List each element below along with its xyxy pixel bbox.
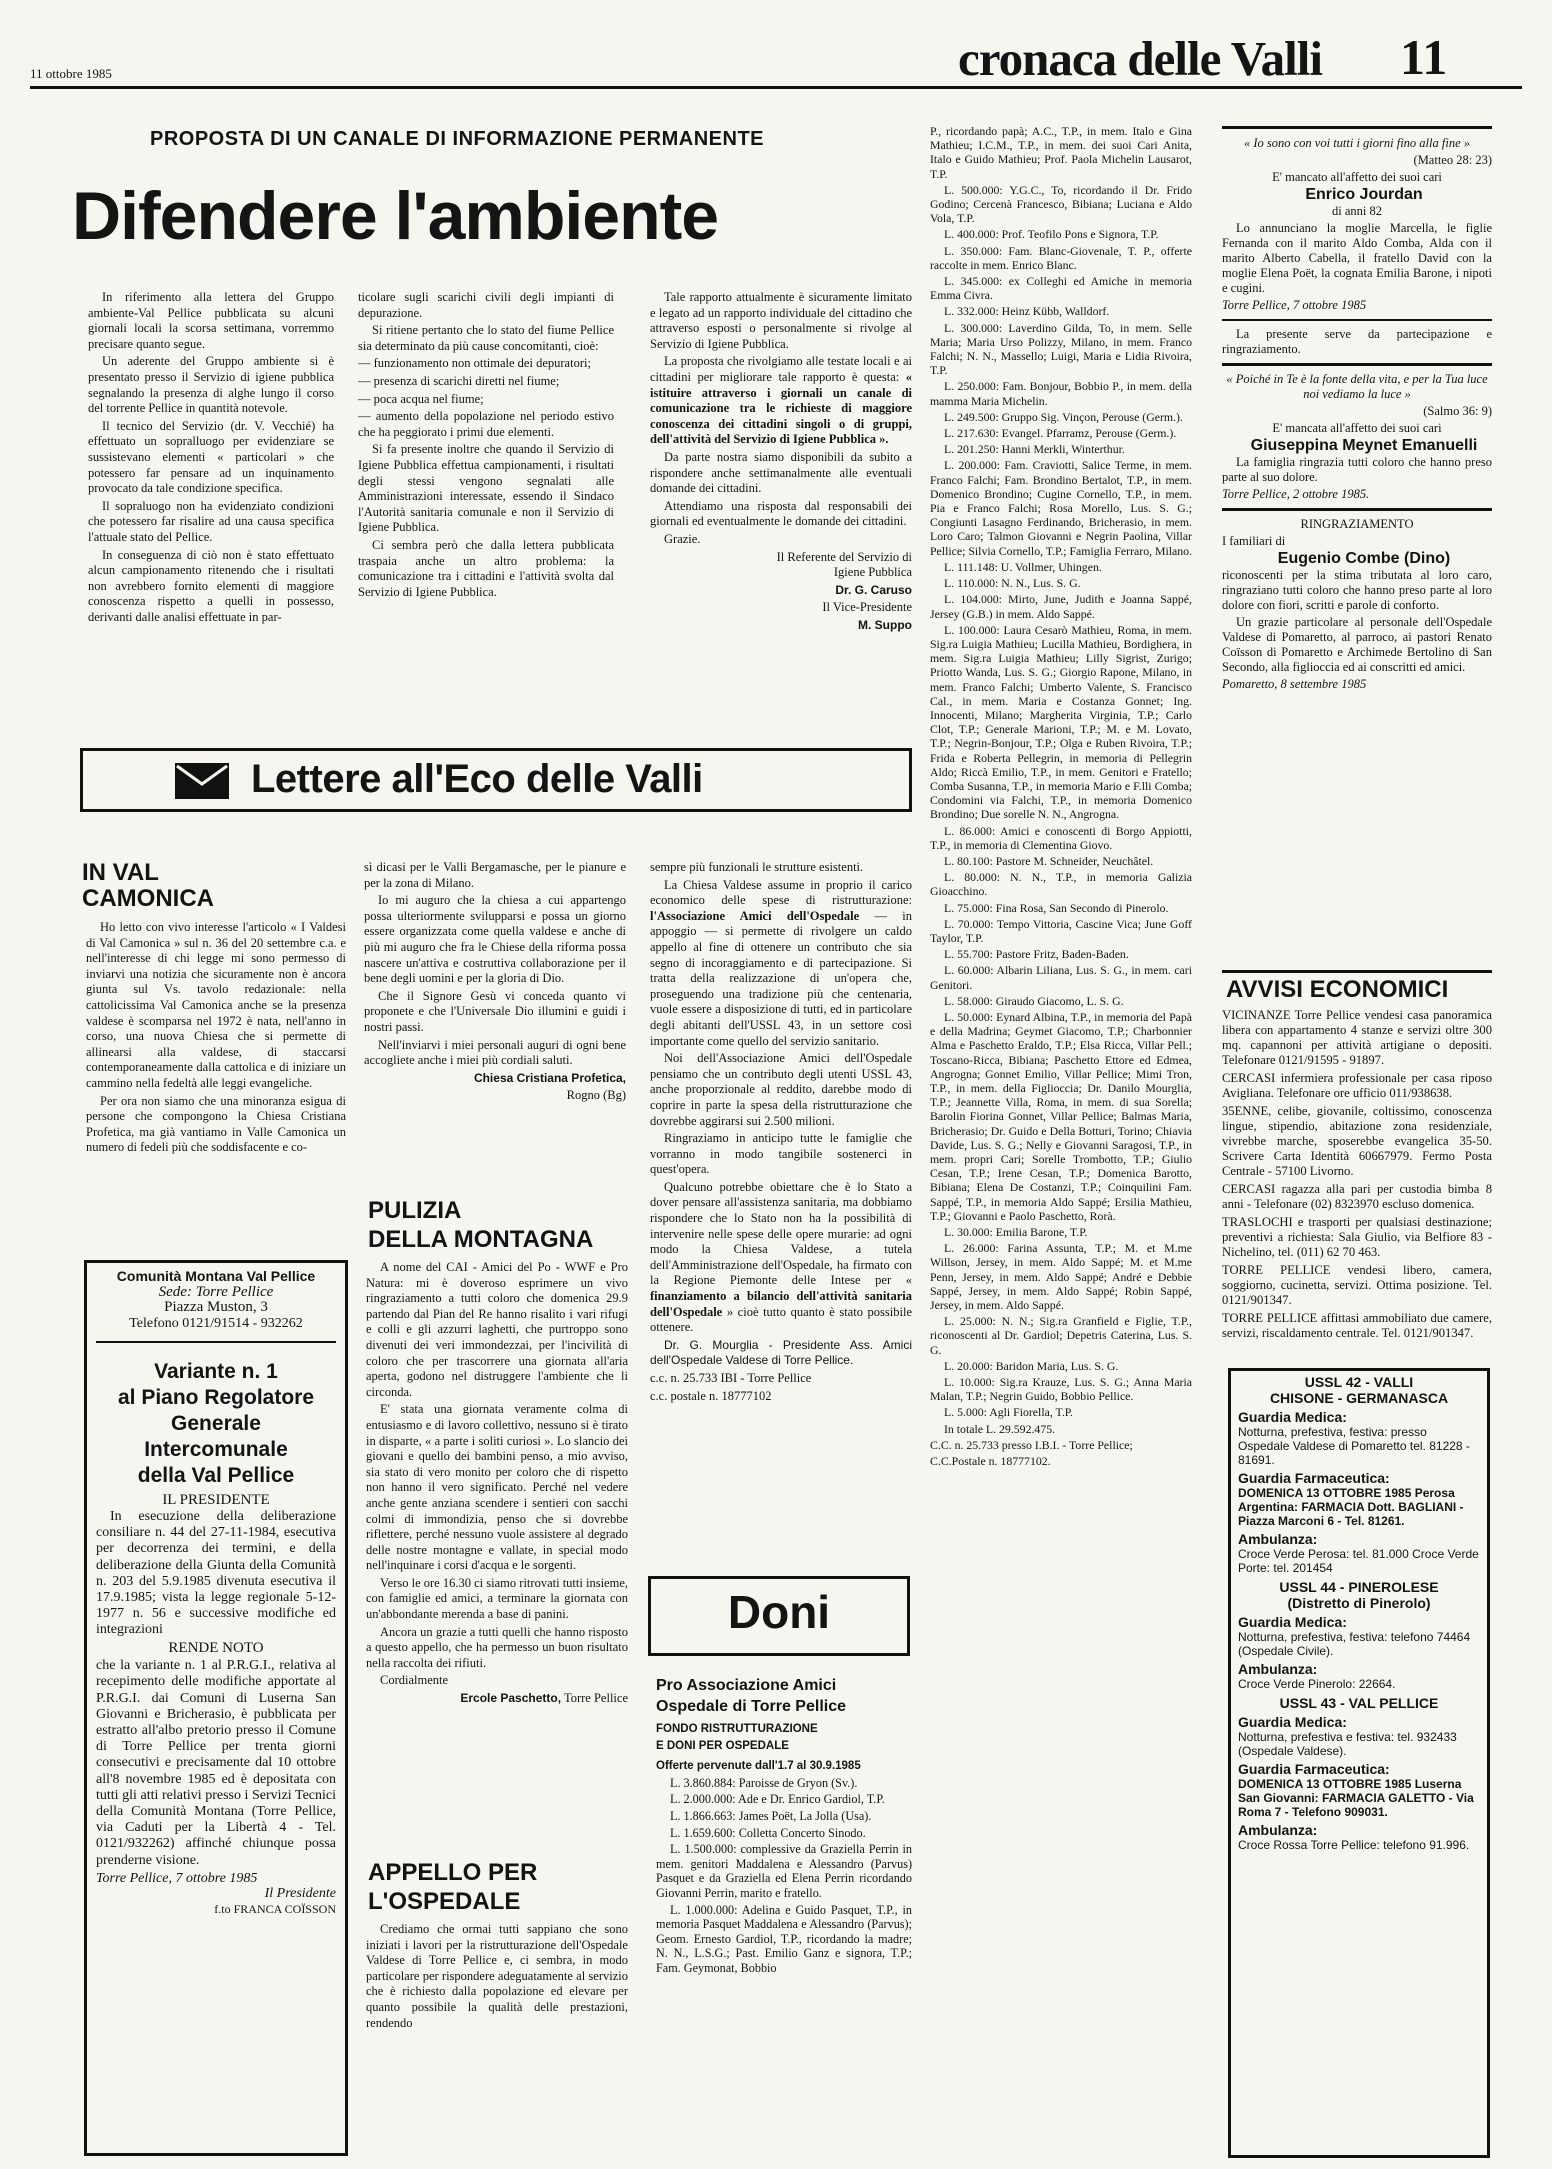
ussl-heading: USSL 44 - PINEROLESE — [1279, 1579, 1439, 1595]
classified-ad: VICINANZE Torre Pellice vendesi casa panoramica libera con appartamento 4 stanze e servizi oltre 300 mq. capannoni per attività artigiane o depositi. Telefonare 0121/91595 - 91897. — [1222, 1008, 1492, 1067]
article-paragraph: Ci sembra però che dalla lettera pubblicata traspaia anche un altro problema: la comunicazione tra i cittadini e l'attività svolta dal Servizio di Igiene Pubblica. — [358, 537, 614, 599]
letter-val-camonica-cont — [364, 860, 626, 1106]
letters-banner — [80, 748, 912, 812]
donation-entry: L. 80.100: Pastore M. Schneider, Neuchâtel. — [944, 853, 1154, 868]
donation-entry: L. 100.000: Laura Cesarò Mathieu, Roma, in mem. Sig.ra Luigia Mathieu; Lucilla Mathieu, Bordighera, in mem. Sig.ra Luigia Mathieu; Lilly Sigrist, Zurigo; Priotto Wanda, Lus. S. G.; Giorgio Rapone, Milano, in mem. Franco Falchi; Umberto Valente, S. Francisco Cal., in mem. Maria e Costanza Gonnet; Ing. Innocenti, Milano; Margherita Virginia, T.P.; Carlo Clot, T.P.; Generale Marioni, T.P.; M. e M. Lovato, T.P.; Negrin-Bonjour, T.P.; Olga e Ruben Rivoira, T.P.; Frida e Roberta Pellegrin, in memoria di Pellegrin Aldo; Riccà Emilio, T.P., in mem. Genitori e Fratello; Comba Susanna, T.P., in memoria Mario e F.lli Comba; Condomini via Falchi, T.P., in memoria Domenico Brondino; Due sorelle N. N., Angrogna. — [930, 622, 1192, 822]
article-paragraph: Da parte nostra siamo disponibili da subito a rispondere anche settimanalmente alle eventuali domande dei cittadini. — [650, 449, 912, 496]
ussl-text: Notturna, prefestiva, festiva: telefono 74464 (Ospedale Civile). — [1238, 1630, 1471, 1658]
letter-paragraph: sempre più funzionali le strutture esistenti. — [650, 860, 864, 874]
notice-seat: Sede: Torre Pellice — [158, 1283, 274, 1300]
doni-fund: FONDO RISTRUTTURAZIONE — [656, 1723, 818, 1735]
ussl-section: Guardia Farmaceutica: — [1238, 1470, 1390, 1486]
appello-text: — in appoggio — si permette di rivolgere un caldo appello al fine di ottenere un contributo che sia segno di incoraggiamento e di partecipazione. Si tratta della realizzazione di un'opera che, proseguendo una tradizione più che centenaria, vuole essere a disposizione di tutti, ed in particolare degli abitanti dell'USSL 43, in un settore così importante come quello del servizio sanitario. — [650, 908, 912, 1048]
letters-banner-title: Lettere all'Eco delle Valli — [251, 757, 703, 801]
donation-entry: L. 25.000: N. N.; Sig.ra Granfield e Figlie, T.P., riconoscenti al Dr. Gardiol; Depetris Caterina, Lus. S. G. — [930, 1314, 1192, 1357]
donation-entry: L. 249.500: Gruppo Sig. Vinçon, Perouse (Germ.). — [944, 409, 1183, 424]
doni-period: Offerte pervenute dall'1.7 al 30.9.1985 — [656, 1760, 861, 1773]
classifieds-list — [1222, 1008, 1492, 1344]
ussl-text: DOMENICA 13 OTTOBRE 1985 Perosa Argentina: FARMACIA Dott. BAGLIANI - Piazza Marconi 6 - Tel. 81261. — [1238, 1486, 1464, 1528]
notice-title-line: Generale — [171, 1412, 261, 1436]
letter-paragraph: Nell'inviarvi i miei personali auguri di ogni bene accogliete anche i miei più cordiali saluti. — [364, 1037, 626, 1068]
ussl-section: Guardia Medica: — [1238, 1714, 1347, 1730]
donation-entry: L. 200.000: Fam. Craviotti, Salice Terme, in mem. Franco Falchi; Fam. Brondino Bertalot, T.P., in mem. Domenico Brondino; Cugine Cornello, T.P., in mem. Pia e Franco Falchi; Rosa Morello, Lus. S. G.; Congiunti Lasagno Ferdinando, Bricherasio, in mem. Loro Caro; Talmon Giovanni e Negrin Paolina, Villar Pellice; Silvia Cornello, T.P.; Famiglia Ferraro, Milano. — [930, 458, 1193, 558]
appello-association: l'Associazione Amici dell'Ospedale — [650, 908, 860, 923]
article-paragraph — [650, 354, 912, 448]
deceased-age: di anni 82 — [1332, 204, 1382, 218]
donation-entry: L. 1.659.600: Colletta Concerto Sinodo. — [670, 1825, 866, 1840]
signature-name: Dr. G. Caruso — [835, 582, 912, 597]
notice-address: Piazza Muston, 3 — [164, 1299, 268, 1316]
donation-entry: L. 350.000: Fam. Blanc-Giovenale, T. P., offerte raccolte in mem. Enrico Blanc. — [930, 243, 1192, 272]
donation-entry: L. 60.000: Albarin Liliana, Lus. S. G., in mem. cari Genitori. — [930, 963, 1192, 992]
donation-entry: L. 30.000: Emilia Barone, T.P. — [944, 1225, 1088, 1240]
ussl-section: Ambulanza: — [1238, 1531, 1318, 1547]
doni-list — [656, 1676, 912, 1978]
donation-entry: C.C. n. 25.733 presso I.B.I. - Torre Pellice; — [930, 1437, 1133, 1452]
letter-paragraph — [650, 1180, 912, 1336]
letter-appello-cont — [650, 860, 912, 1406]
notice-title — [96, 1359, 336, 1489]
donation-entry: L. 20.000: Baridon Maria, Lus. S. G. — [944, 1358, 1119, 1373]
article-headline: Difendere l'ambiente — [72, 178, 719, 254]
donation-entry: L. 500.000: Y.G.C., To, ricordando il Dr. Frido Godino; Cercenà Francesco, Bibiana; Luciana e Aldo Vola, T.P. — [930, 182, 1192, 226]
article-kicker: PROPOSTA DI UN CANALE DI INFORMAZIONE PERMANENTE — [150, 128, 765, 150]
obituary-intro: E' mancato all'affetto dei suoi cari — [1272, 170, 1442, 184]
appello-text: » cioè tutto quanto è stato possibile ottenere. — [650, 1304, 912, 1335]
donation-entry: L. 1.500.000: complessive da Graziella Perrin in mem. genitori Maddalena e Alessandro (Parvus) Pasquet e da Graziella ed Elena Perrin ricordando Giovanni Perrin, marito e fratello. — [656, 1842, 912, 1900]
donations-list-continued — [930, 124, 1192, 1470]
letter-signature-place: Rogno (Bg) — [566, 1088, 626, 1103]
article-paragraph: Attendiamo una risposta dal responsabili dei giornali ed eventualmente le domande dei cittadini. — [650, 498, 912, 529]
notice-paragraph: In esecuzione della deliberazione consiliare n. 44 del 27-11-1984, esecutiva per decorrenza dei termini, e della deliberazione della Giunta della Comunità n. 203 del 5.9.1985 divenuta esecutiva il 17.9.1985; vista la legge regionale 5-12-1977 n. 56 e successive modifiche ed integrazioni — [96, 1508, 336, 1638]
obituary-place-date: Pomaretto, 8 settembre 1985 — [1222, 677, 1367, 691]
bank-account: c.c. n. 25.733 IBI - Torre Pellice — [650, 1371, 812, 1385]
letter-signature: Chiesa Cristiana Profetica, — [473, 1070, 626, 1085]
donation-entry: L. 55.700: Pastore Fritz, Baden-Baden. — [944, 947, 1129, 962]
donation-entry: L. 50.000: Eynard Albina, T.P., in memoria del Papà e della Madrina; Geymet Giacomo, T.P.; Charbonnier Alma e Paschetto Eraldo, T.P.; Elsa Ricca, Villar Pell.; Toscano-Ricca, Bibiana; Paschetto Ettore ed Edmea, Angrogna; Gonnet Emilio, Villar Pellice; Mimi Tron, T.P., in mem. della Figlioccia; Dr. Danilo Mourglia, T.P.; Jeannette Villa, Roma, in mem. di sua Sorella; Barolin Fiorina Gonnet, Villar Pellice; Balmas Maria, Bricherasio; Dr. Guido e Della Botturi, Torino; Chiavia Davide, Lus. S. G.; Nelly e Giovanni Saragosi, T.P., in mem. propri Cari; Sorelle Trombotto, T.P.; Giulio Cesan, T.P.; Irene Cesan, T.P.; Domenica Barotto, Bibiana; Elena De Costanzi, T.P.; Coinquilini Fam. Sappé, T.P., in memoria Aldo Sappé; Ersilia Mathieu, T.P.; Giovanni e Paolo Paschetto, Rorà. — [930, 1009, 1192, 1223]
donation-entry: L. 5.000: Agli Fiorella, T.P. — [944, 1405, 1074, 1420]
donation-entry: L. 86.000: Amici e conoscenti di Borgo Appiotti, T.P., in memoria di Clementina Giovo. — [930, 823, 1192, 852]
donation-entry: C.C.Postale n. 18777102. — [930, 1454, 1051, 1469]
letter-signature: Dr. G. Mourglia - Presidente Ass. Amici dell'Ospedale Valdese di Torre Pellice. — [650, 1337, 912, 1368]
letter-title — [368, 1196, 593, 1254]
obituary-text: La famiglia ringrazia tutti coloro che hanno preso parte al suo dolore. — [1222, 455, 1492, 484]
ussl-heading: USSL 43 - VAL PELLICE — [1279, 1695, 1439, 1711]
letter-title — [82, 860, 214, 912]
donation-entry: L. 110.000: N. N., Lus. S. G. — [944, 576, 1081, 591]
notice-place-date: Torre Pellice, 7 ottobre 1985 — [96, 1870, 258, 1886]
letter-paragraph: Verso le ore 16.30 ci siamo ritrovati tutti insieme, con famiglie ed amici, a terminare la giornata con un'abbondante merenda a base di panini. — [366, 1575, 628, 1622]
obituary-rule — [1222, 363, 1492, 366]
ussl-section: Ambulanza: — [1238, 1661, 1318, 1677]
list-item: — funzionamento non ottimale dei depuratori; — [358, 356, 591, 371]
list-item: — aumento della popolazione nel periodo estivo che ha peggiorato i primi due elementi. — [358, 409, 614, 439]
signature-name: M. Suppo — [858, 617, 912, 632]
envelope-icon — [175, 763, 229, 799]
letter-signature-place: Torre Pellice — [563, 1691, 628, 1706]
letter-paragraph: Ringraziamo in anticipo tutte le famiglie che vorranno in modo tangibile sostenerci in quest'opera. — [650, 1131, 912, 1177]
notice-paragraph: che la variante n. 1 al P.R.G.I., relativa al recepimento delle modifiche apportate al P.R.G.I. dai Comuni di Luserna San Giovanni e Bricherasio, è pubblicata per estratto all'albo pretorio presso il Comune di Torre Pellice per trenta giorni consecutivi e precisamente dal 10 ottobre all'8 novembre 1985 ed è depositata con tutti gli atti relativi presso i Servizi Tecnici della Comunità Montana (Torre Pellice, via Caduti per la Libertà 4 - Tel. 0121/932262) affinché chiunque possa prenderne visione. — [96, 1658, 336, 1868]
donation-entry: L. 345.000: ex Colleghi ed Amiche in memoria Emma Civra. — [930, 274, 1192, 303]
letter-signature — [366, 1691, 628, 1707]
ussl-text: Croce Verde Perosa: tel. 81.000 Croce Verde Porte: tel. 201454 — [1238, 1547, 1479, 1575]
list-item: — presenza di scarichi diretti nel fiume; — [358, 373, 560, 388]
notice-title-line: al Piano Regolatore — [117, 1386, 315, 1410]
proposal-intro: La proposta che rivolgiamo alle testate locali e ai cittadini per migliorare tale rapporto è questa: — [650, 354, 912, 384]
donation-entry: P., ricordando papà; A.C., T.P., in mem. Italo e Gina Mathieu; I.C.M., T.P., in mem. dei suoi Cari Anita, Italo e Guido Mathieu; Prof. Paola Michelin Lausarot, T.P. — [930, 124, 1192, 181]
classified-ad: TORRE PELLICE affittasi ammobiliato due camere, servizi, riscaldamento centrale. Tel. 0121/901347. — [1222, 1311, 1492, 1340]
classified-ad: CERCASI ragazza alla pari per custodia bimba 8 anni - Telefonare (02) 8323970 escluso domenica. — [1222, 1182, 1492, 1211]
postal-account: c.c. postale n. 18777102 — [650, 1388, 772, 1403]
appello-financing: finanziamento a bilancio dell'attività sanitaria dell'Ospedale — [650, 1289, 912, 1319]
appello-text: Qualcuno potrebbe obiettare che è lo Stato a dover pensare all'assistenza sanitaria, ma dobbiamo rispondere che lo Stato non ha la possibilità di intervenire nelle spese delle opere murarie: ad ogni modo la Chiesa Valdese, a tutela dell'Amministrazione dell'Ospedale, ha firmato con la Regione Piemonte delle Intese per « — [650, 1179, 912, 1288]
ussl-section: Guardia Farmaceutica: — [1238, 1761, 1390, 1777]
ussl-section: Ambulanza: — [1238, 1822, 1318, 1838]
donation-entry: L. 75.000: Fina Rosa, San Secondo di Pinerolo. — [944, 900, 1169, 915]
donation-entry: L. 104.000: Mirto, June, Judith e Joanna Sappé, Jersey (G.B.) in mem. Aldo Sappé. — [930, 592, 1192, 621]
classified-ad: 35ENNE, celibe, giovanile, coltissimo, conoscenza lingue, stipendio, abitazione zona residenziale, vivrebbe marche, sposerebbe evangelica 35-50. Scrivere Carta Identità 60667979. Fermo Posta Centrale - 57100 Livorno. — [1222, 1104, 1492, 1178]
letter-val-camonica — [86, 920, 346, 1158]
notice-rende-noto: RENDE NOTO — [168, 1639, 264, 1656]
signature-role: Il Referente del Servizio di Igiene Pubblica — [776, 549, 912, 580]
quote-reference: (Salmo 36: 9) — [1423, 404, 1492, 418]
article-paragraph: Grazie. — [664, 531, 701, 546]
notice-title-line: Variante n. 1 — [154, 1360, 278, 1384]
letter-title — [368, 1858, 537, 1916]
donation-entry: L. 300.000: Laverdino Gilda, To, in mem. Selle Maria; Maria Urso Polizzy, Milano, in mem. Franco Falchi; N. N., Massello; Luigi, Maria e Lidia Rivoira, T.P. — [930, 320, 1192, 378]
article-paragraph: Il sopraluogo non ha evidenziato condizioni che potessero far risalire ad una causa specifica l'attuale stato del Pellice. — [88, 498, 334, 544]
obituary-rule — [1222, 126, 1492, 129]
notice-authority: IL PRESIDENTE — [162, 1492, 270, 1509]
letter-paragraph: sì dicasi per le Valli Bergamasche, per le pianure e per la zona di Milano. — [364, 860, 626, 890]
donation-entry: L. 250.000: Fam. Bonjour, Bobbio P., in mem. della mamma Maria Michelin. — [930, 379, 1192, 408]
ussl-text: Croce Rossa Torre Pellice: telefono 91.996. — [1238, 1838, 1470, 1852]
comunita-montana-notice — [84, 1260, 348, 2156]
article-paragraph: Si ritiene pertanto che lo stato del fiume Pellice sia determinato da più cause concomitanti, cioè: — [358, 323, 614, 353]
donation-entry: L. 10.000: Sig.ra Krauze, Lus. S. G.; Anna Maria Malan, T.P.; Negrin Guido, Bobbio Pellice. — [930, 1375, 1192, 1404]
letter-paragraph: Ho letto con vivo interesse l'articolo « I Valdesi di Val Camonica » sul n. 36 del 20 settembre c.a. e nell'interesse di chi legge mi sono permesso di inviarvi una notizia che sicuramente non è ancora giunta sul Vs. tavolo redazionale: nella cattolicissima Val Camonica anche se la presenza valdese è scomparsa nel 1972 è nata, nell'anno in corso, una nuova Chiesa che si permette di allinearsi alla valdese, di staccarsi contemporaneamente dalla cattolica e di iniziare un cammino nella fedeltà alle leggi evangeliche. — [86, 920, 346, 1090]
ussl-text: DOMENICA 13 OTTOBRE 1985 Luserna San Giovanni: FARMACIA GALETTO - Via Roma 7 - Telefono 909031. — [1238, 1777, 1474, 1819]
article-paragraph: Il tecnico del Servizio (dr. V. Vecchié) ha effettuato un sopralluogo per evidenziare se sussistevano elementi « particolari » che potessero far pensare ad un inquinamento provocato da tale condizione specifica. — [88, 418, 334, 496]
letter-closing: Cordialmente — [380, 1673, 449, 1688]
letter-paragraph: Crediamo che ormai tutti sappiano che sono iniziati i lavori per la ristrutturazione dell'Ospedale Valdese di Torre Pellice e, ci sembra, in modo particolare per rispondere adeguatamente al servizio che è richiesto dalla popolazione ed elevare per quanto possibile la qualità delle prestazioni, rendendo — [366, 1922, 628, 2030]
obituary-text: Lo annunciano la moglie Marcella, le figlie Fernanda con il marito Aldo Comba, Alda con il marito Alberto Cabella, il fratello David con la moglie Elena Poët, la cognata Emilia Barone, i nipoti e cugini. — [1222, 221, 1492, 295]
notice-signature-name: f.to FRANCA COÏSSON — [214, 1902, 336, 1917]
doni-subtitle: Pro Associazione Amici — [656, 1677, 837, 1694]
ussl-section: Guardia Medica: — [1238, 1409, 1347, 1425]
notice-issuer: Comunità Montana Val Pellice — [116, 1268, 316, 1284]
letter-title-line: PULIZIA — [368, 1197, 462, 1224]
letter-paragraph: Ancora un grazie a tutti quelli che hanno risposto a questo appello, che ha permesso un buon risultato nella raccolta dei rifiuti. — [366, 1624, 628, 1670]
donation-entry: L. 1.000.000: Adelina e Guido Pasquet, T.P., in memoria Pasquet Maddalena e Alessandro (Parvus); Geom. Ernesto Gardiol, T.P., ricordando la madre; N. N., L.S.G.; Past. Emilio Ganz e signora, T.P.; Fam. Geymonat, Bobbio — [656, 1902, 912, 1975]
ussl-heading: CHISONE - GERMANASCA — [1269, 1390, 1449, 1406]
donation-entry: L. 201.250: Hanni Merkli, Winterthur. — [944, 442, 1125, 457]
donation-entry: L. 58.000: Giraudo Giacomo, L. S. G. — [944, 993, 1124, 1008]
obituary-quote: « Io sono con voi tutti i giorni fino alla fine » — [1243, 136, 1471, 150]
header-rule — [30, 86, 1522, 89]
ussl-heading: (Distretto di Pinerolo) — [1287, 1595, 1431, 1611]
masthead: cronaca delle Valli — [958, 31, 1322, 86]
quote-reference: (Matteo 28: 23) — [1413, 153, 1492, 167]
obituary-text: Un grazie particolare al personale dell'Ospedale Valdese di Pomaretto, al parroco, ai pastori Renato Coïsson di Pomaretto e Archimede Bertolino di San Secondo, alla figlioccia ed ai conscritti ed amici. — [1222, 615, 1492, 674]
letter-paragraph: E' stata una giornata veramente colma di entusiasmo e di lavoro collettivo, nessuno si è tirato in disparte, « a parte i soliti curiosi ». Lo slancio dei giovani e quello dei bambini penso, a mio avviso, sia stato di vero monito per coloro che di rispetto non hanno il vero significato. Perché nel vedere anche gente anziana scendere i sentieri con sacchi colmi di immondizia, penso che si dovrebbe riflettere, perché nessuno vuole assistere al degrado delle nostre montagne e vallate, in special modo nell'inquinare i corsi d'acqua e le sorgenti. — [366, 1402, 628, 1573]
letter-title-line: APPELLO PER — [368, 1859, 538, 1886]
classified-ad: TRASLOCHI e trasporti per qualsiasi destinazione; preventivi a richiesta: Sala Giulio, via Belfiore 83 - Nichelino, tel. (011) 62 70 463. — [1222, 1215, 1492, 1259]
donation-entry: L. 3.860.884: Paroisse de Gryon (Sv.). — [670, 1775, 858, 1790]
obituary-place-date: Torre Pellice, 7 ottobre 1985 — [1222, 298, 1367, 312]
obituary-rule — [1222, 508, 1492, 511]
classified-ad: TORRE PELLICE vendesi libero, camera, soggiorno, cucinetta, servizi. Ottima posizione. Tel. 0121/901347. — [1222, 1263, 1492, 1307]
letter-paragraph: Per ora non siamo che una minoranza esigua di persone che compongono la Chiesa Cristiana Profetica, ma già vantiamo in Valle Camonica un numero di fedeli più che soddisfacente e co- — [86, 1093, 346, 1155]
donation-entry: L. 400.000: Prof. Teofilo Pons e Signora, T.P. — [944, 227, 1159, 242]
letter-paragraph: A nome del CAI - Amici del Po - WWF e Pro Natura: mi è doveroso esprimere un vivo ringraziamento a tutti coloro che domenica 29.9 partendo dal Pian del Re hanno risalito i vari rifugi e colli e gli azzurri laghetti, che purtroppo sono divenuti dei veri immondezzai, per l'incivilità di coloro che per trascorrere una giornata all'aria aperta, godono nel distruggere l'ambiente che li circonda. — [366, 1260, 628, 1399]
notice-phone: Telefono 0121/91514 - 932262 — [129, 1315, 303, 1331]
doni-title: Doni — [727, 1586, 831, 1638]
article-paragraph: ticolare sugli scarichi civili degli impianti di depurazione. — [358, 290, 614, 320]
appello-text: La Chiesa Valdese assume in proprio il carico economico delle spese di ristrutturazione: — [650, 877, 912, 908]
donation-entry: L. 2.000.000: Ade e Dr. Enrico Gardiol, T.P. — [670, 1792, 885, 1807]
deceased-name: Giuseppina Meynet Emanuelli — [1250, 437, 1478, 454]
obituary-quote: « Poiché in Te è la fonte della vita, e per la Tua luce noi vediamo la luce » — [1226, 372, 1488, 401]
letter-signature-name: Ercole Paschetto, — [460, 1691, 562, 1706]
page-number: 11 — [1400, 29, 1448, 85]
donation-entry: L. 217.630: Evangel. Pfarramz, Perouse (Germ.). — [944, 426, 1177, 441]
donation-entry: L. 26.000: Farina Assunta, T.P.; M. et M.me Willson, Jersey, in mem. Aldo Sappé; M. et M.me Penn, Jersey, in mem. Aldo Sappé; André e Debbie Sappé, Jersey, in mem. Aldo Sappé; Robin Sappé, Jersey, in mem. Aldo Sappé. — [930, 1241, 1192, 1313]
donation-entry: In totale L. 29.592.475. — [944, 1421, 1056, 1436]
obituary-text: riconoscenti per la stima tributata al loro caro, ringraziano tutti coloro che hanno preso parte al loro dolore con fiori, scritti e parole di conforto. — [1222, 568, 1492, 612]
ussl-text: Notturna, prefestiva e festiva: tel. 932433 (Ospedale Valdese). — [1238, 1730, 1457, 1758]
donation-entry: L. 332.000: Heinz Kübb, Walldorf. — [944, 304, 1110, 319]
article-column-2 — [358, 290, 614, 602]
letter-title-line: IN VAL — [82, 859, 159, 886]
list-item: — poca acqua nel fiume; — [358, 391, 484, 406]
notice-title-line: Intercomunale — [144, 1438, 288, 1462]
issue-date: 11 ottobre 1985 — [30, 66, 112, 81]
letter-paragraph: Che il Signore Gesù vi conceda quanto vi proponete e che l'Universale Dio illumini e guidi i nostri passi. — [364, 988, 626, 1034]
classifieds-title: AVVISI ECONOMICI — [1226, 976, 1449, 1003]
classifieds-rule — [1222, 970, 1492, 973]
letter-appello — [366, 1922, 628, 2033]
ussl-box — [1228, 1368, 1490, 2158]
ussl-text: Notturna, prefestiva, festiva: presso Ospedale Valdese di Pomaretto tel. 81228 - 81691. — [1238, 1425, 1470, 1467]
notice-title-line: della Val Pellice — [137, 1464, 295, 1488]
ussl-heading: USSL 42 - VALLI — [1304, 1374, 1414, 1390]
notice-rule — [96, 1341, 336, 1343]
doni-subtitle: Ospedale di Torre Pellice — [656, 1698, 846, 1715]
letter-title-line: L'OSPEDALE — [368, 1888, 521, 1915]
donation-entry: L. 1.866.663: James Poët, La Jolla (Usa). — [670, 1808, 872, 1823]
proposal-text: « istituire attraverso i giornali un canale di comunicazione tra le richieste di maggiore conoscenza dei cittadini singoli o di gruppi, dell'attività del Servizio di Igiene Pubblica ». — [650, 369, 912, 447]
letter-title-line: CAMONICA — [82, 885, 214, 912]
article-paragraph: Un aderente del Gruppo ambiente si è presentato presso il Servizio di igiene pubblica segnalando la presenza di alghe lungo il corso del torrente Pellice in quantità notevole. — [88, 354, 334, 416]
obituary-rule — [1222, 319, 1492, 321]
letter-paragraph: Io mi auguro che la chiesa a cui appartengo possa ulteriormente svilupparsi e possa un giorno essere organizzata come quella valdese e anche di più mi auguro che fra le Chiese della riforma possa nascere un'attiva e costruttiva collaborazione per il bene degli uomini e per la gloria di Dio. — [364, 893, 626, 986]
ussl-text: Croce Verde Pinerolo: 22664. — [1238, 1677, 1396, 1691]
deceased-name: Enrico Jourdan — [1305, 186, 1423, 203]
doni-fund: E DONI PER OSPEDALE — [656, 1739, 789, 1752]
letter-paragraph — [650, 878, 912, 1050]
donation-entry: L. 111.148: U. Vollmer, Uhingen. — [944, 559, 1102, 574]
doni-box — [648, 1576, 910, 1656]
article-paragraph: Tale rapporto attualmente è sicuramente limitato e legato ad un rapporto individuale del cittadino che attraverso esposti o personalmente si rivolge al Servizio di Igiene Pubblica. — [650, 290, 912, 351]
letter-title-line: DELLA MONTAGNA — [368, 1226, 594, 1253]
signature-role: Il Vice-Presidente — [822, 600, 912, 615]
obituaries — [1222, 136, 1492, 694]
donation-entry: L. 80.000: N. N., T.P., in memoria Galizia Gioacchino. — [930, 870, 1192, 899]
article-column-1 — [88, 290, 334, 627]
ussl-section: Guardia Medica: — [1238, 1614, 1347, 1630]
article-paragraph: In conseguenza di ciò non è stato effettuato alcun campionamento ritenendo che i risultati non avrebbero fornito elementi di maggiore conoscenza rispetto a quelli in possesso, derivanti dalle analisi effettuate in par- — [88, 547, 334, 624]
letter-pulizia — [366, 1260, 628, 1709]
classified-ad: CERCASI infermiera professionale per casa riposo Avigliana. Telefonare ore ufficio 011/938638. — [1222, 1071, 1492, 1100]
thanks-intro: I familiari di — [1222, 534, 1286, 548]
article-paragraph: In riferimento alla lettera del Gruppo ambiente-Val Pellice pubblicata su alcuni giornali locali la scorsa settimana, vorremmo precisare quanto segue. — [88, 290, 334, 351]
thanks-title: RINGRAZIAMENTO — [1300, 517, 1414, 531]
obituary-note: La presente serve da partecipazione e ringraziamento. — [1222, 327, 1492, 356]
notice-signature-role: Il Presidente — [264, 1886, 336, 1902]
donation-entry: L. 70.000: Tempo Vittoria, Cascine Vica; June Goff Taylor, T.P. — [930, 916, 1192, 945]
obituary-intro: E' mancata all'affetto dei suoi cari — [1272, 421, 1442, 435]
letter-paragraph: Noi dell'Associazione Amici dell'Ospedale pensiamo che un contributo degli utenti USSL 43, anche proporzionale al reddito, darebbe modo di coprire in parte la spesa della ristrutturazione che dovrebbe aggirarsi sui 2.500 milioni. — [650, 1051, 912, 1128]
deceased-name: Eugenio Combe (Dino) — [1277, 550, 1451, 567]
article-column-3 — [650, 290, 912, 635]
article-paragraph: Si fa presente inoltre che quando il Servizio di Igiene Pubblica effettua campionamenti, i risultati degli stessi vengono segnalati alle Amministrazioni interessate, essendo il Sindaco l'Autorità sanitaria comunale e non il Servizio di Igiene Pubblica. — [358, 442, 614, 535]
obituary-place-date: Torre Pellice, 2 ottobre 1985. — [1222, 487, 1370, 501]
